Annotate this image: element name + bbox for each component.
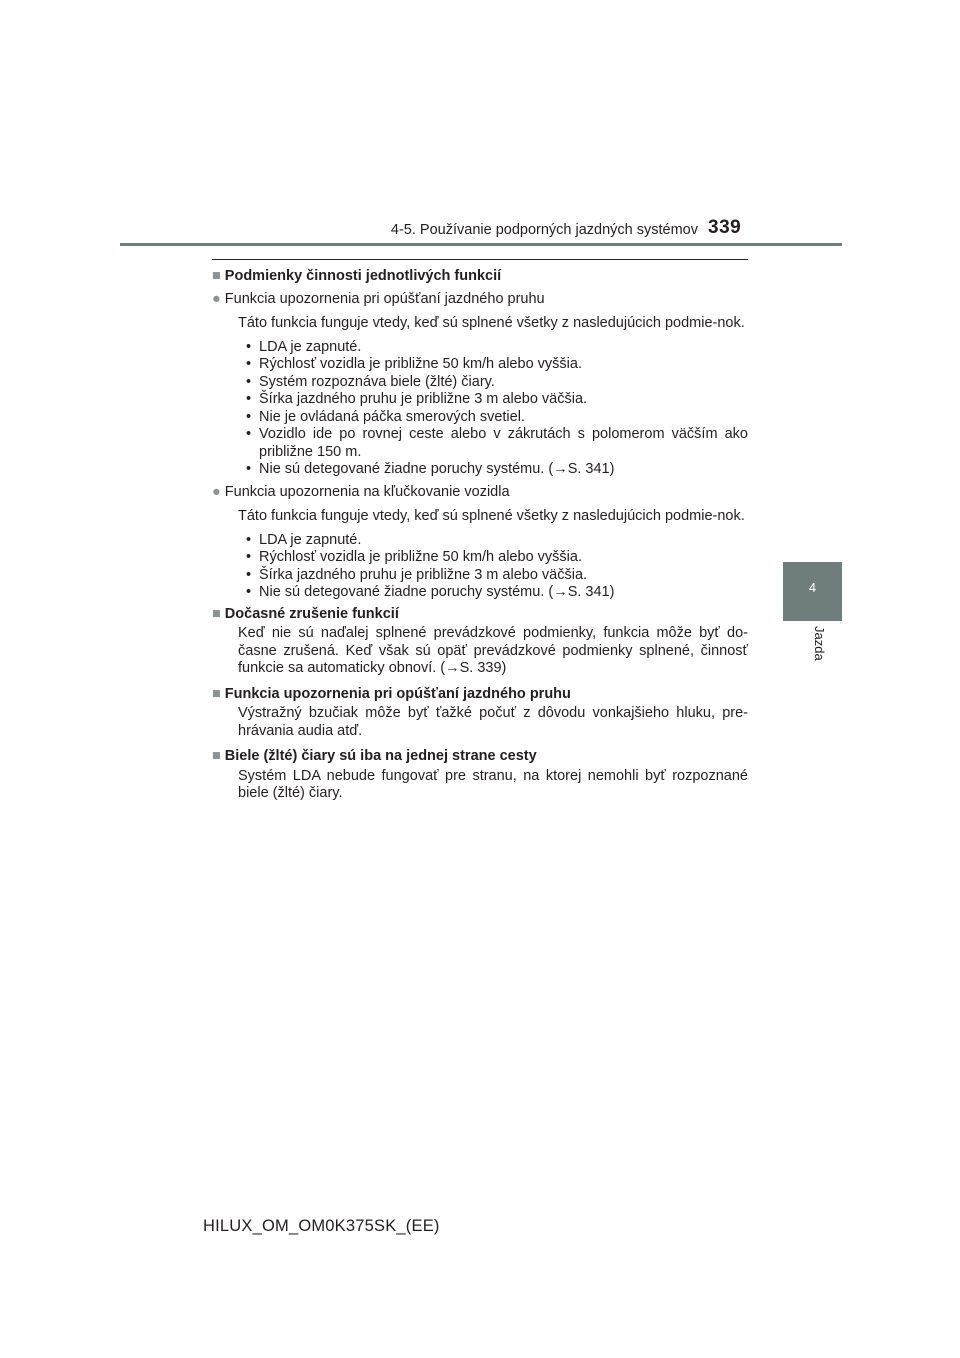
page-number: 339 <box>708 217 742 238</box>
list-item: • Rýchlosť vozidla je približne 50 km/h alebo vyššia. <box>246 549 748 567</box>
subheading-text: Funkcia upozornenia na kľučkovanie vozidla <box>224 483 510 500</box>
header-rule <box>120 243 842 246</box>
bullet-dot-icon: ● <box>212 483 221 500</box>
list-item: • Nie sú detegované žiadne poruchy systému. (→S. 341) <box>246 584 748 602</box>
chapter-number: 4 <box>808 580 817 595</box>
section-rule <box>212 259 748 260</box>
square-marker-icon: ■ <box>212 268 221 284</box>
conditions-list <box>246 532 748 602</box>
square-marker-icon: ■ <box>212 748 221 764</box>
subheading-text: Funkcia upozornenia pri opúšťaní jazdného pruhu <box>224 290 545 307</box>
list-item: • Rýchlosť vozidla je približne 50 km/h alebo vyššia. <box>246 356 748 374</box>
chapter-tab[interactable] <box>783 562 842 621</box>
subheading-lane-departure <box>212 291 748 309</box>
subheading-sway-warning <box>212 484 748 502</box>
square-marker-icon: ■ <box>212 685 221 702</box>
list-item: • LDA je zapnuté. <box>246 339 748 357</box>
heading-text: Funkcia upozornenia pri opúšťaní jazdného pruhu <box>224 685 571 702</box>
chapter-label: Jazda <box>812 626 827 661</box>
heading-text: Dočasné zrušenie funkcií <box>224 605 399 622</box>
conditions-list <box>246 339 748 479</box>
document-code: HILUX_OM_OM0K375SK_(EE) <box>203 1217 440 1235</box>
conditions-intro: Táto funkcia funguje vtedy, keď sú splnené všetky z nasledujúcich podmie-nok. <box>238 508 745 524</box>
list-item: • Nie je ovládaná páčka smerových svetiel. <box>246 409 748 427</box>
heading-one-side-lines <box>212 748 748 766</box>
page-content <box>212 264 748 803</box>
list-item: • LDA je zapnuté. <box>246 532 748 550</box>
heading-text: Podmienky činnosti jednotlivých funkcií <box>224 268 502 284</box>
list-item: • Šírka jazdného pruhu je približne 3 m alebo väčšia. <box>246 567 748 585</box>
square-marker-icon: ■ <box>212 605 221 622</box>
heading-text: Biele (žlté) čiary sú iba na jednej strane cesty <box>224 748 537 764</box>
heading-conditions <box>212 268 748 286</box>
paragraph: Výstražný bzučiak môže byť ťažké počuť z dôvodu vonkajšieho hluku, pre-hrávania audia atď. <box>238 705 748 739</box>
list-item: • Systém rozpoznáva biele (žlté) čiary. <box>246 374 748 392</box>
section-title: 4-5. Používanie podporných jazdných systémov <box>390 222 698 238</box>
list-item: • Nie sú detegované žiadne poruchy systému. (→S. 341) <box>246 461 748 479</box>
paragraph: Keď nie sú naďalej splnené prevádzkové podmienky, funkcia môže byť do-časne zrušená. Keď však sú opäť prevádzkové podmienky splnené, činnosť funkcie sa automaticky obnoví. (→S. 339) <box>238 625 748 676</box>
conditions-intro: Táto funkcia funguje vtedy, keď sú splnené všetky z nasledujúcich podmie-nok. <box>238 315 745 331</box>
list-item: • Šírka jazdného pruhu je približne 3 m alebo väčšia. <box>246 391 748 409</box>
list-item: • Vozidlo ide po rovnej ceste alebo v zákrutách s polomerom väčším ako približne 150 m. <box>246 426 748 461</box>
heading-lane-departure-warning <box>212 686 748 704</box>
bullet-dot-icon: ● <box>212 290 221 307</box>
heading-temporary-cancel <box>212 606 748 624</box>
paragraph: Systém LDA nebude fungovať pre stranu, na ktorej nemohli byť rozpoznané biele (žlté) čiary. <box>238 767 748 801</box>
